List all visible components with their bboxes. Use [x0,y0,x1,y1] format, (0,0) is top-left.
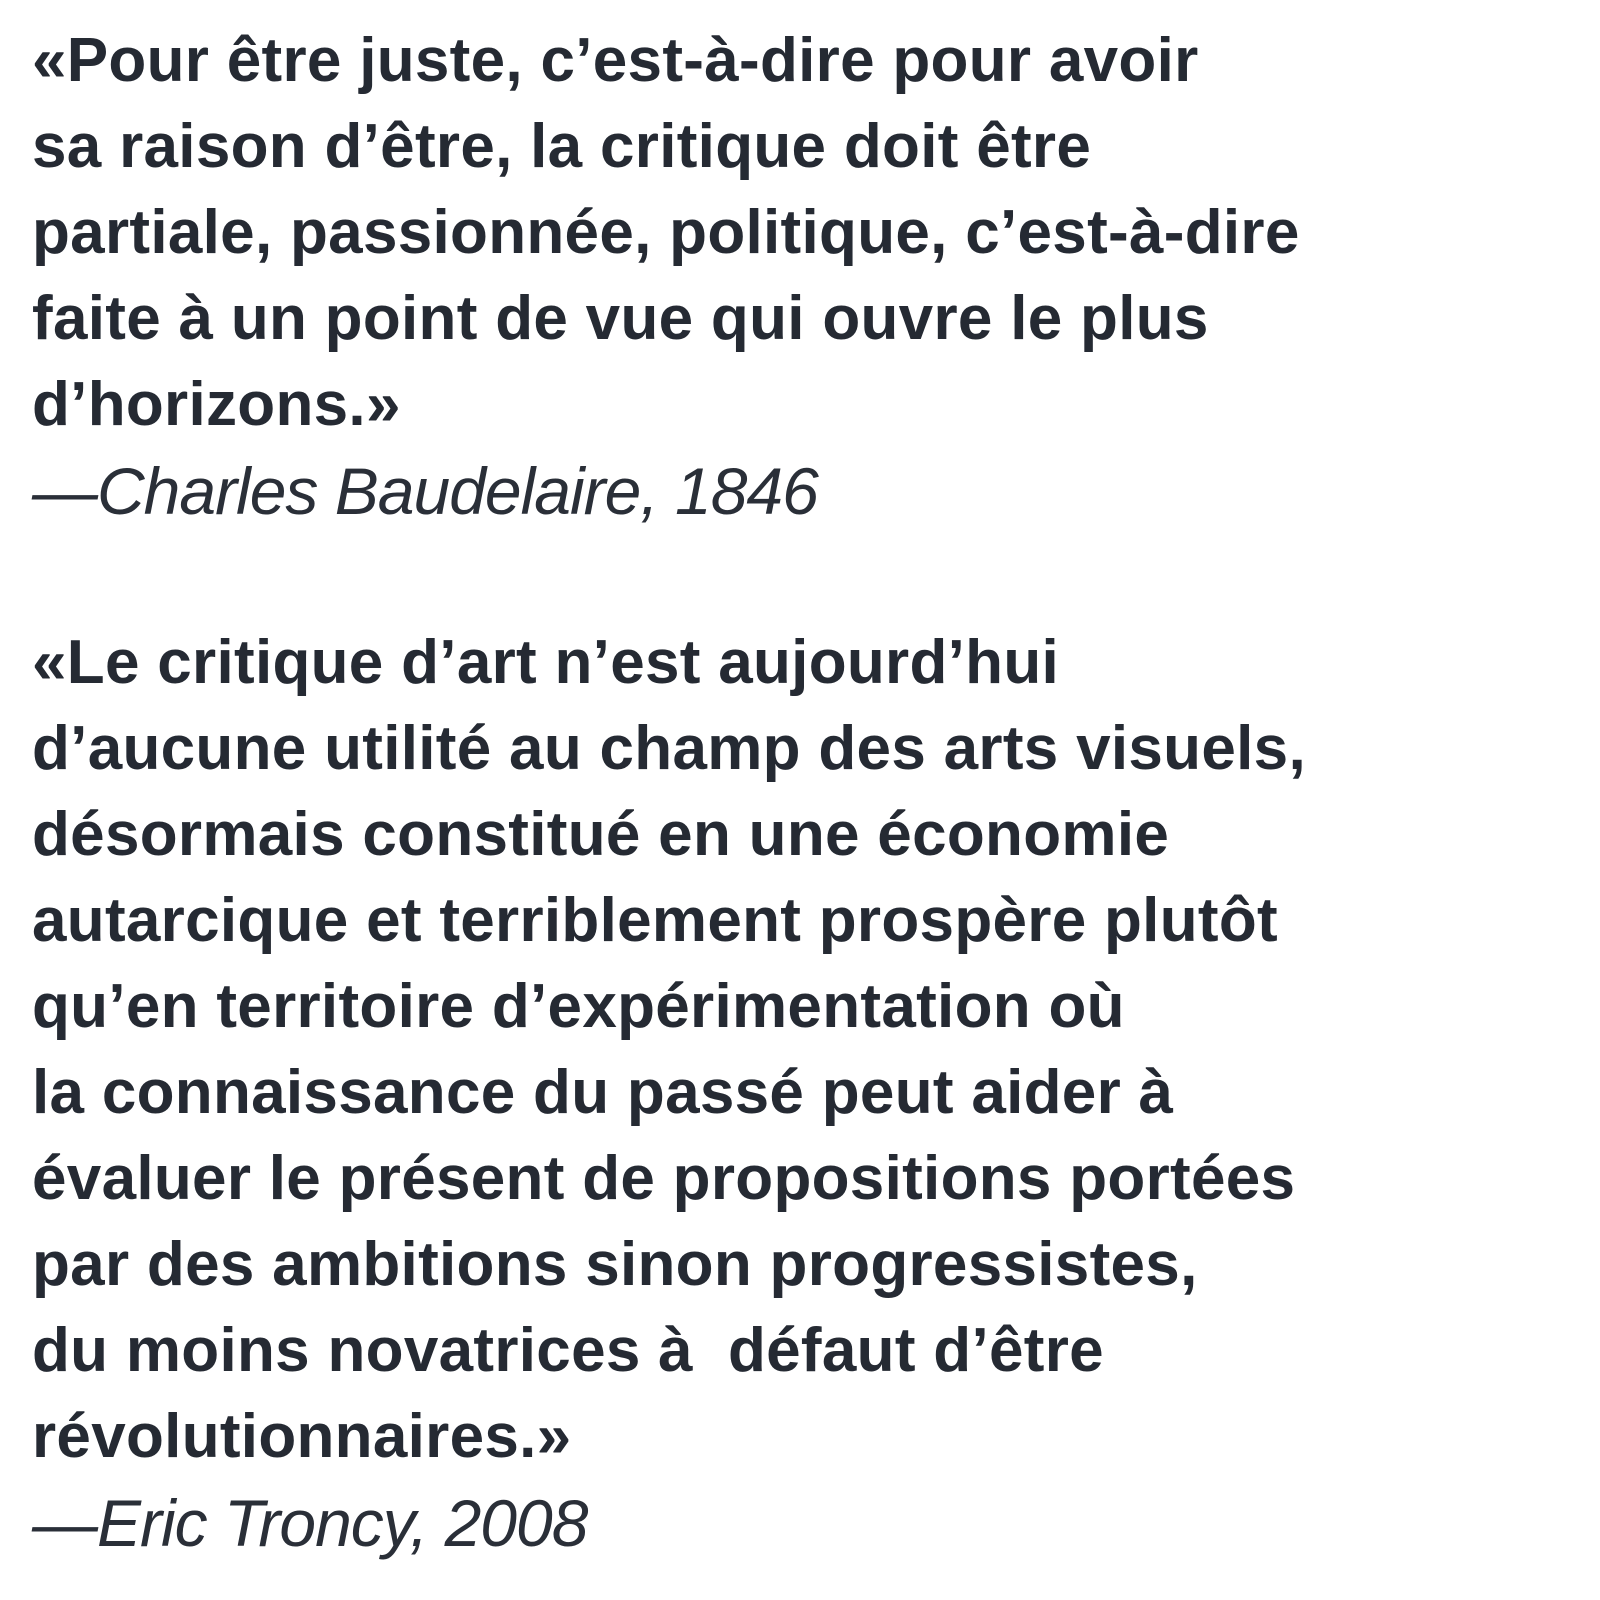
quote-block-baudelaire [32,18,1592,534]
quote-line: du moins novatrices à défaut d’être [32,1316,1104,1385]
quote-line: d’horizons.» [32,370,401,439]
quote-line: révolutionnaires.» [32,1402,572,1471]
quote-line: évaluer le présent de propositions portées [32,1144,1296,1213]
quote-block-troncy [32,620,1592,1566]
quote-attribution: —Eric Troncy, 2008 [32,1486,588,1560]
quote-line: d’aucune utilité au champ des arts visuels, [32,714,1306,783]
quote-attribution: —Charles Baudelaire, 1846 [32,454,818,528]
quote-line: désormais constitué en une économie [32,800,1170,869]
quote-line: sa raison d’être, la critique doit être [32,112,1092,181]
quote-line: la connaissance du passé peut aider à [32,1058,1174,1127]
quote-line: partiale, passionnée, politique, c’est-à-dire [32,198,1300,267]
quotes-page [32,18,1592,1566]
quote-line: «Pour être juste, c’est-à-dire pour avoir [32,26,1199,95]
quote-line: autarcique et terriblement prospère plutôt [32,886,1278,955]
quote-text [32,18,1592,448]
quote-line: «Le critique d’art n’est aujourd’hui [32,628,1060,697]
quote-line: qu’en territoire d’expérimentation où [32,972,1125,1041]
quote-line: faite à un point de vue qui ouvre le plus [32,284,1209,353]
quote-line: par des ambitions sinon progressistes, [32,1230,1198,1299]
quote-text [32,620,1592,1480]
